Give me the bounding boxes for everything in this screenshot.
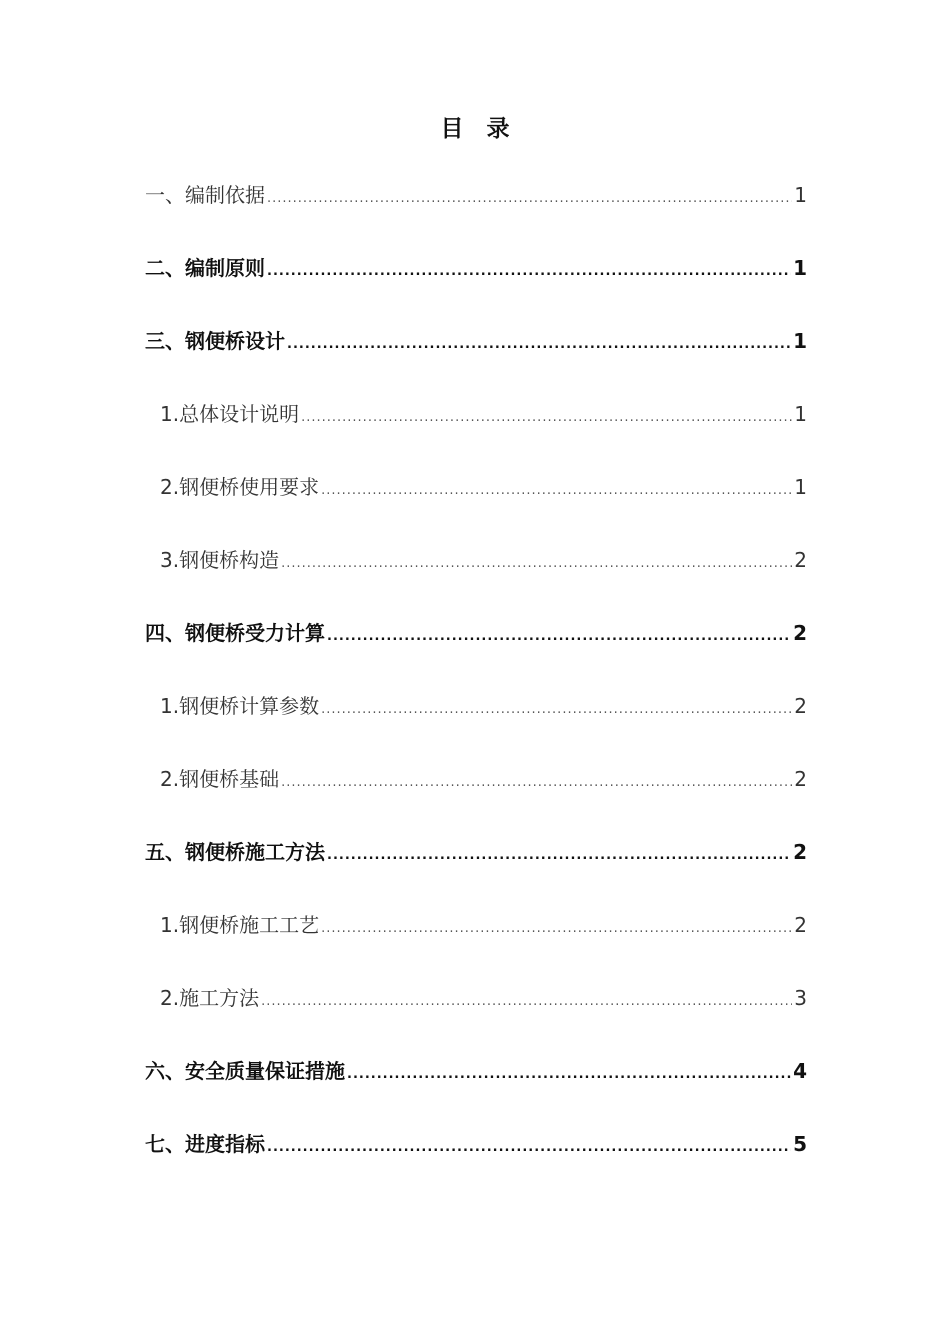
page-title: 目 录 bbox=[440, 116, 510, 142]
toc-page-number: 2 bbox=[794, 913, 807, 937]
toc-dot-leader bbox=[267, 1130, 791, 1166]
toc-dot-leader bbox=[267, 254, 791, 290]
toc-entry-title: 三、钢便桥设计 bbox=[145, 329, 285, 353]
toc-dot-leader bbox=[347, 1057, 791, 1093]
toc-entry[interactable] bbox=[145, 980, 807, 1053]
toc-entry[interactable] bbox=[145, 177, 807, 250]
table-of-contents bbox=[145, 177, 807, 1199]
toc-page-number: 2 bbox=[794, 548, 807, 572]
toc-dot-leader bbox=[321, 911, 792, 947]
toc-dot-leader bbox=[281, 765, 792, 801]
toc-entry-title: 1.钢便桥计算参数 bbox=[160, 694, 320, 718]
toc-page-number: 5 bbox=[793, 1132, 807, 1156]
toc-entry[interactable] bbox=[145, 469, 807, 542]
toc-page-number: 1 bbox=[794, 183, 807, 207]
toc-entry[interactable] bbox=[145, 907, 807, 980]
toc-dot-leader bbox=[321, 692, 792, 728]
toc-entry-title: 1.总体设计说明 bbox=[160, 402, 300, 426]
toc-page-number: 2 bbox=[793, 840, 807, 864]
toc-entry-title: 七、进度指标 bbox=[145, 1132, 265, 1156]
toc-page-number: 4 bbox=[793, 1059, 807, 1083]
toc-page-number: 2 bbox=[793, 621, 807, 645]
toc-dot-leader bbox=[301, 400, 792, 436]
toc-page-number: 1 bbox=[794, 475, 807, 499]
toc-page-number: 3 bbox=[794, 986, 807, 1010]
toc-entry[interactable] bbox=[145, 250, 807, 323]
toc-entry[interactable] bbox=[145, 323, 807, 396]
toc-entry-title: 2.钢便桥使用要求 bbox=[160, 475, 320, 499]
toc-dot-leader bbox=[281, 546, 792, 582]
toc-dot-leader bbox=[261, 984, 792, 1020]
toc-page-number: 1 bbox=[794, 402, 807, 426]
toc-dot-leader bbox=[321, 473, 792, 509]
toc-entry-title: 2.施工方法 bbox=[160, 986, 260, 1010]
toc-page-number: 2 bbox=[794, 694, 807, 718]
toc-dot-leader bbox=[327, 838, 791, 874]
toc-entry-title: 六、安全质量保证措施 bbox=[145, 1059, 345, 1083]
toc-entry-title: 1.钢便桥施工工艺 bbox=[160, 913, 320, 937]
toc-entry[interactable] bbox=[145, 761, 807, 834]
toc-dot-leader bbox=[287, 327, 791, 363]
toc-entry-title: 四、钢便桥受力计算 bbox=[145, 621, 325, 645]
toc-entry[interactable] bbox=[145, 1126, 807, 1199]
toc-entry-title: 二、编制原则 bbox=[145, 256, 265, 280]
toc-dot-leader bbox=[327, 619, 791, 655]
toc-entry[interactable] bbox=[145, 1053, 807, 1126]
toc-page-number: 2 bbox=[794, 767, 807, 791]
toc-entry-title: 五、钢便桥施工方法 bbox=[145, 840, 325, 864]
toc-entry[interactable] bbox=[145, 834, 807, 907]
toc-page-number: 1 bbox=[793, 329, 807, 353]
toc-entry-title: 3.钢便桥构造 bbox=[160, 548, 280, 572]
toc-page-number: 1 bbox=[793, 256, 807, 280]
toc-entry[interactable] bbox=[145, 615, 807, 688]
toc-entry[interactable] bbox=[145, 542, 807, 615]
toc-entry-title: 一、编制依据 bbox=[145, 183, 265, 207]
toc-dot-leader bbox=[267, 181, 792, 217]
toc-entry-title: 2.钢便桥基础 bbox=[160, 767, 280, 791]
toc-entry[interactable] bbox=[145, 688, 807, 761]
toc-entry[interactable] bbox=[145, 396, 807, 469]
